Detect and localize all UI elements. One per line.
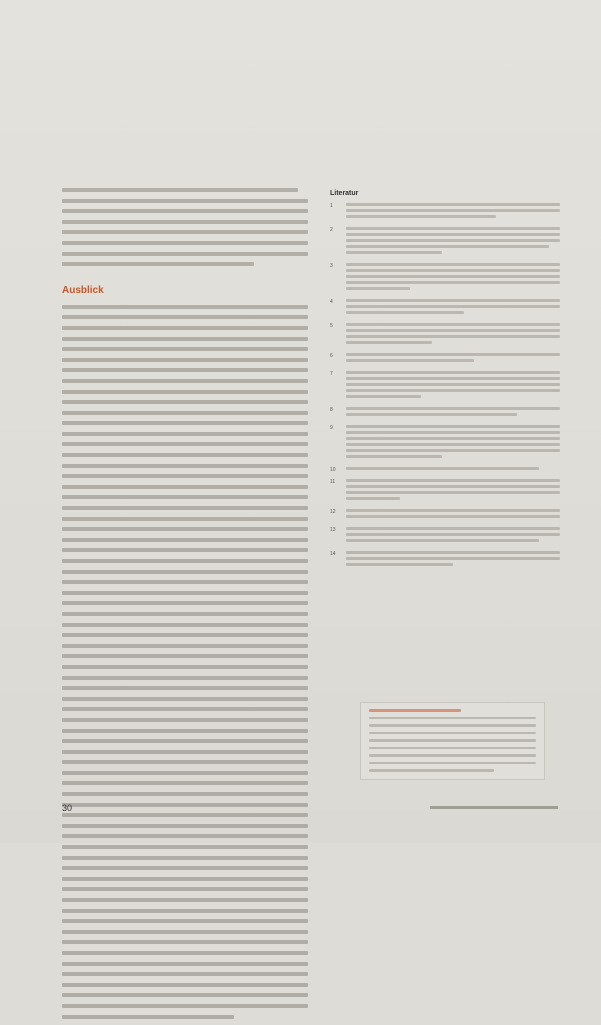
reference-item	[330, 407, 560, 419]
reference-list	[330, 190, 560, 575]
reference-item	[330, 299, 560, 317]
reference-number: 6	[330, 353, 333, 359]
main-paragraph	[62, 305, 308, 1025]
journal-footer	[430, 806, 558, 809]
reference-item	[330, 479, 560, 503]
reference-number: 12	[330, 509, 336, 515]
reference-number: 1	[330, 203, 333, 209]
reference-number: 9	[330, 425, 333, 431]
reference-item	[330, 371, 560, 401]
reference-item	[330, 263, 560, 293]
reference-number: 7	[330, 371, 333, 377]
reference-item	[330, 353, 560, 365]
reference-number: 4	[330, 299, 333, 305]
reference-item	[330, 227, 560, 257]
reference-item	[330, 509, 560, 521]
page-number: 30	[62, 803, 73, 813]
intro-paragraph	[62, 188, 308, 273]
reference-number: 8	[330, 407, 333, 413]
reference-number: 5	[330, 323, 333, 329]
reference-item	[330, 467, 560, 473]
reference-list-title: Literatur	[330, 190, 359, 197]
section-heading: Ausblick	[62, 284, 104, 296]
reference-number: 14	[330, 551, 336, 557]
reference-number: 2	[330, 227, 333, 233]
reference-item	[330, 551, 560, 569]
reference-number: 13	[330, 527, 336, 533]
reference-item	[330, 203, 560, 221]
reference-number: 11	[330, 479, 336, 485]
reference-item	[330, 323, 560, 347]
body-column	[62, 188, 308, 1025]
reference-item	[330, 527, 560, 545]
author-bio-box	[360, 702, 545, 780]
reference-number: 3	[330, 263, 333, 269]
reference-number: 10	[330, 467, 336, 473]
reference-item	[330, 425, 560, 461]
